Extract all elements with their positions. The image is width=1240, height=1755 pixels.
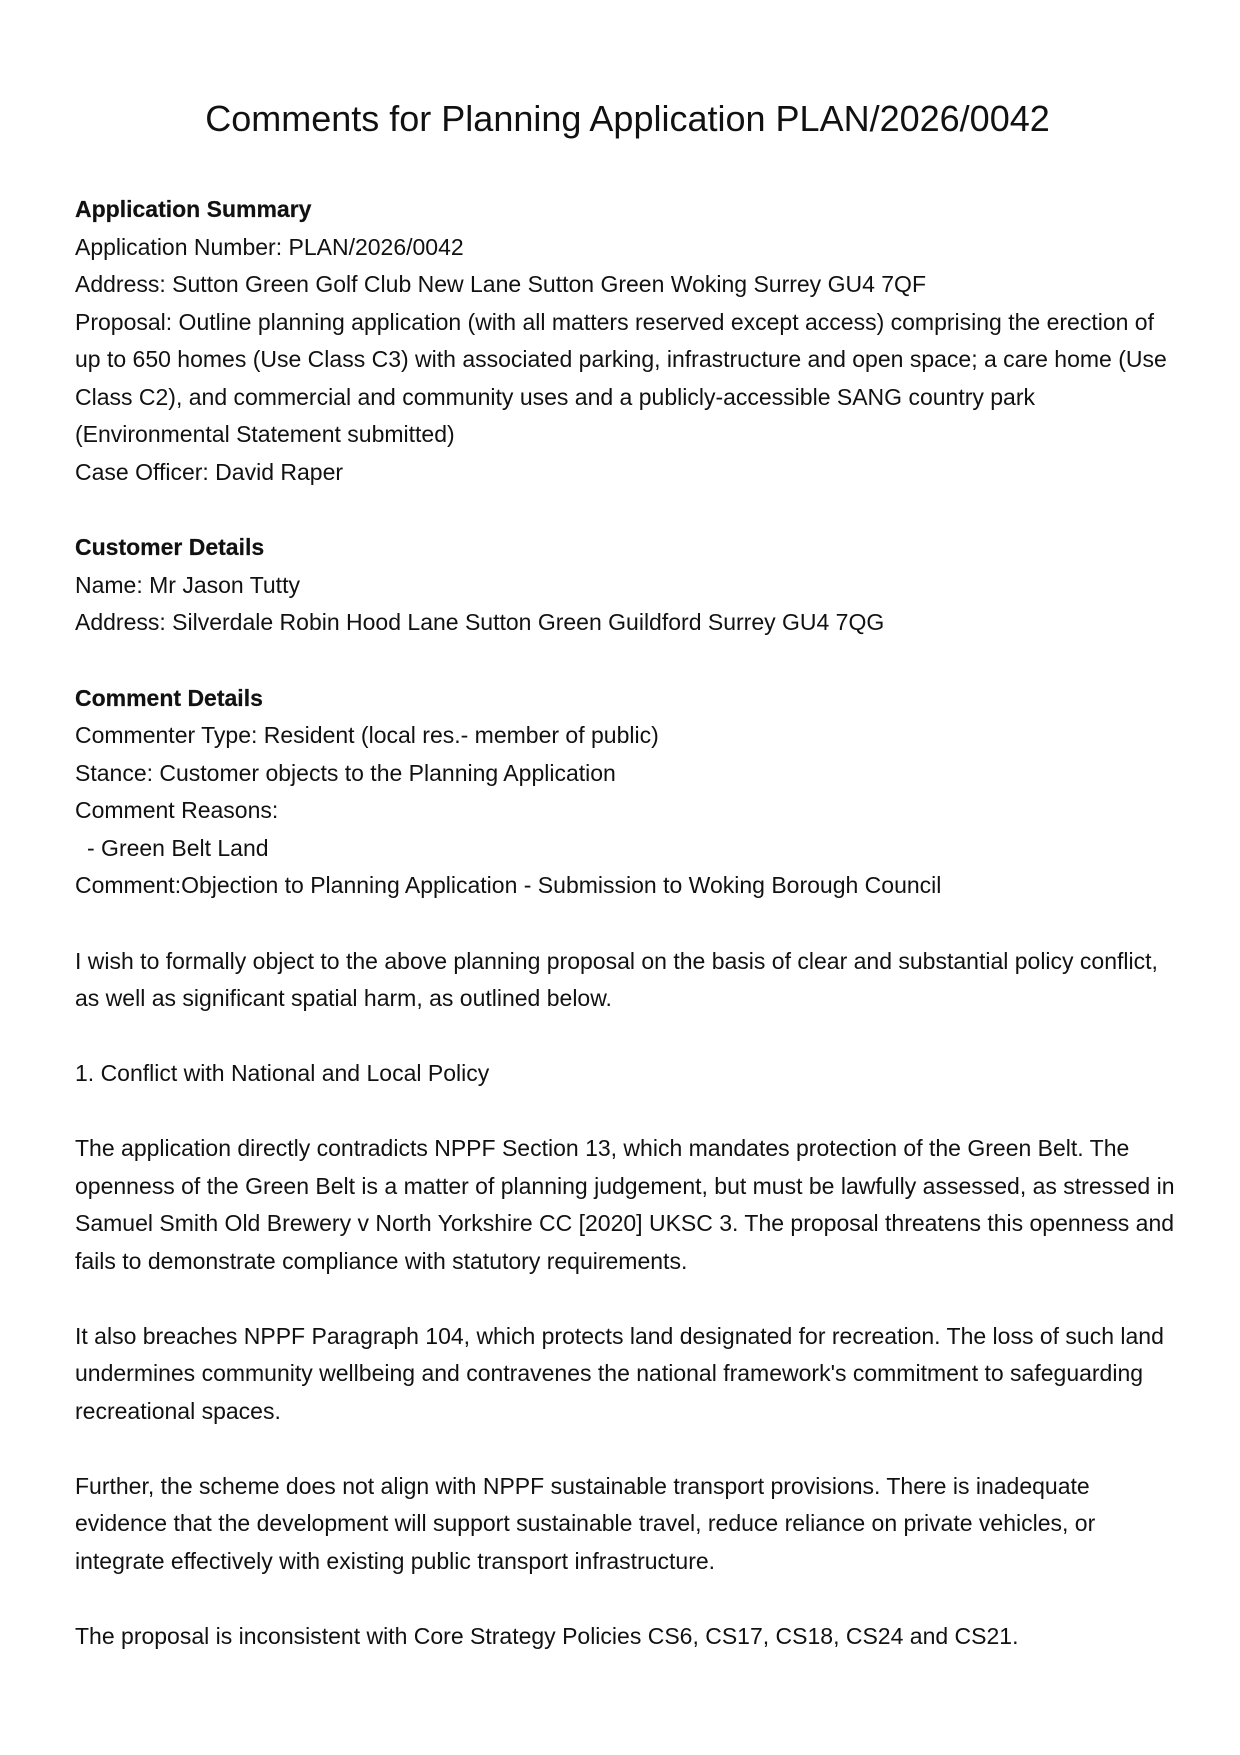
application-summary-heading: Application Summary — [75, 196, 312, 222]
application-summary-section — [75, 191, 1180, 491]
application-number: Application Number: PLAN/2026/0042 — [75, 233, 464, 260]
stance: Stance: Customer objects to the Planning Application — [75, 759, 616, 786]
commenter-type: Commenter Type: Resident (local res.- member of public) — [75, 722, 659, 748]
body-paragraph: Further, the scheme does not align with NPPF sustainable transport provisions. There is inadequate evidence that the development will support sustainable travel, reduce reliance on private vehicles, or integrate effectively with existing public transport infrastructure. — [75, 1472, 1096, 1574]
body-paragraph: It also breaches NPPF Paragraph 104, which protects land designated for recreation. The loss of such land undermines community wellbeing and contravenes the national framework's commitment to safeguarding recreational spaces. — [75, 1322, 1164, 1424]
comment-text: Comment:Objection to Planning Application - Submission to Woking Borough Council — [75, 872, 942, 898]
comment-details-heading: Comment Details — [75, 684, 263, 711]
customer-details-section — [75, 529, 1180, 642]
customer-details-heading: Customer Details — [75, 534, 265, 560]
customer-name: Name: Mr Jason Tutty — [75, 571, 300, 598]
body-paragraph: The proposal is inconsistent with Core Strategy Policies CS6, CS17, CS18, CS24 and CS21. — [75, 1622, 1019, 1649]
body-paragraph: The application directly contradicts NPPF Section 13, which mandates protection of the Green Belt. The openness of the Green Belt is a matter of planning judgement, but must be lawfully assessed, as stressed in Samuel Smith Old Brewery v North Yorkshire CC [2020] UKSC 3. The proposal threatens this openness and fails to demonstrate compliance with statutory requirements. — [75, 1135, 1175, 1274]
customer-address: Address: Silverdale Robin Hood Lane Sutton Green Guildford Surrey GU4 7QG — [75, 609, 885, 635]
body-paragraph: I wish to formally object to the above planning proposal on the basis of clear and substantial policy conflict, as well as significant spatial harm, as outlined below. — [75, 947, 1158, 1011]
application-proposal: Proposal: Outline planning application (with all matters reserved except access) comprising the erection of up to 650 homes (Use Class C3) with associated parking, infrastructure and open space; a care home (Use Class C2), and commercial and community uses and a publicly-accessible SANG country park (Environmental Statement submitted) — [75, 308, 1174, 447]
comment-details-section — [75, 680, 1180, 905]
page-title: Comments for Planning Application PLAN/2026/0042 — [205, 98, 1050, 139]
comment-reasons-label: Comment Reasons: — [75, 797, 279, 823]
case-officer: Case Officer: David Raper — [75, 458, 344, 485]
comment-reason-item: - Green Belt Land — [87, 834, 269, 861]
comment-body — [75, 943, 1180, 1656]
application-address: Address: Sutton Green Golf Club New Lane Sutton Green Woking Surrey GU4 7QF — [75, 271, 926, 297]
body-heading-policy-conflict: 1. Conflict with National and Local Policy — [75, 1060, 490, 1086]
